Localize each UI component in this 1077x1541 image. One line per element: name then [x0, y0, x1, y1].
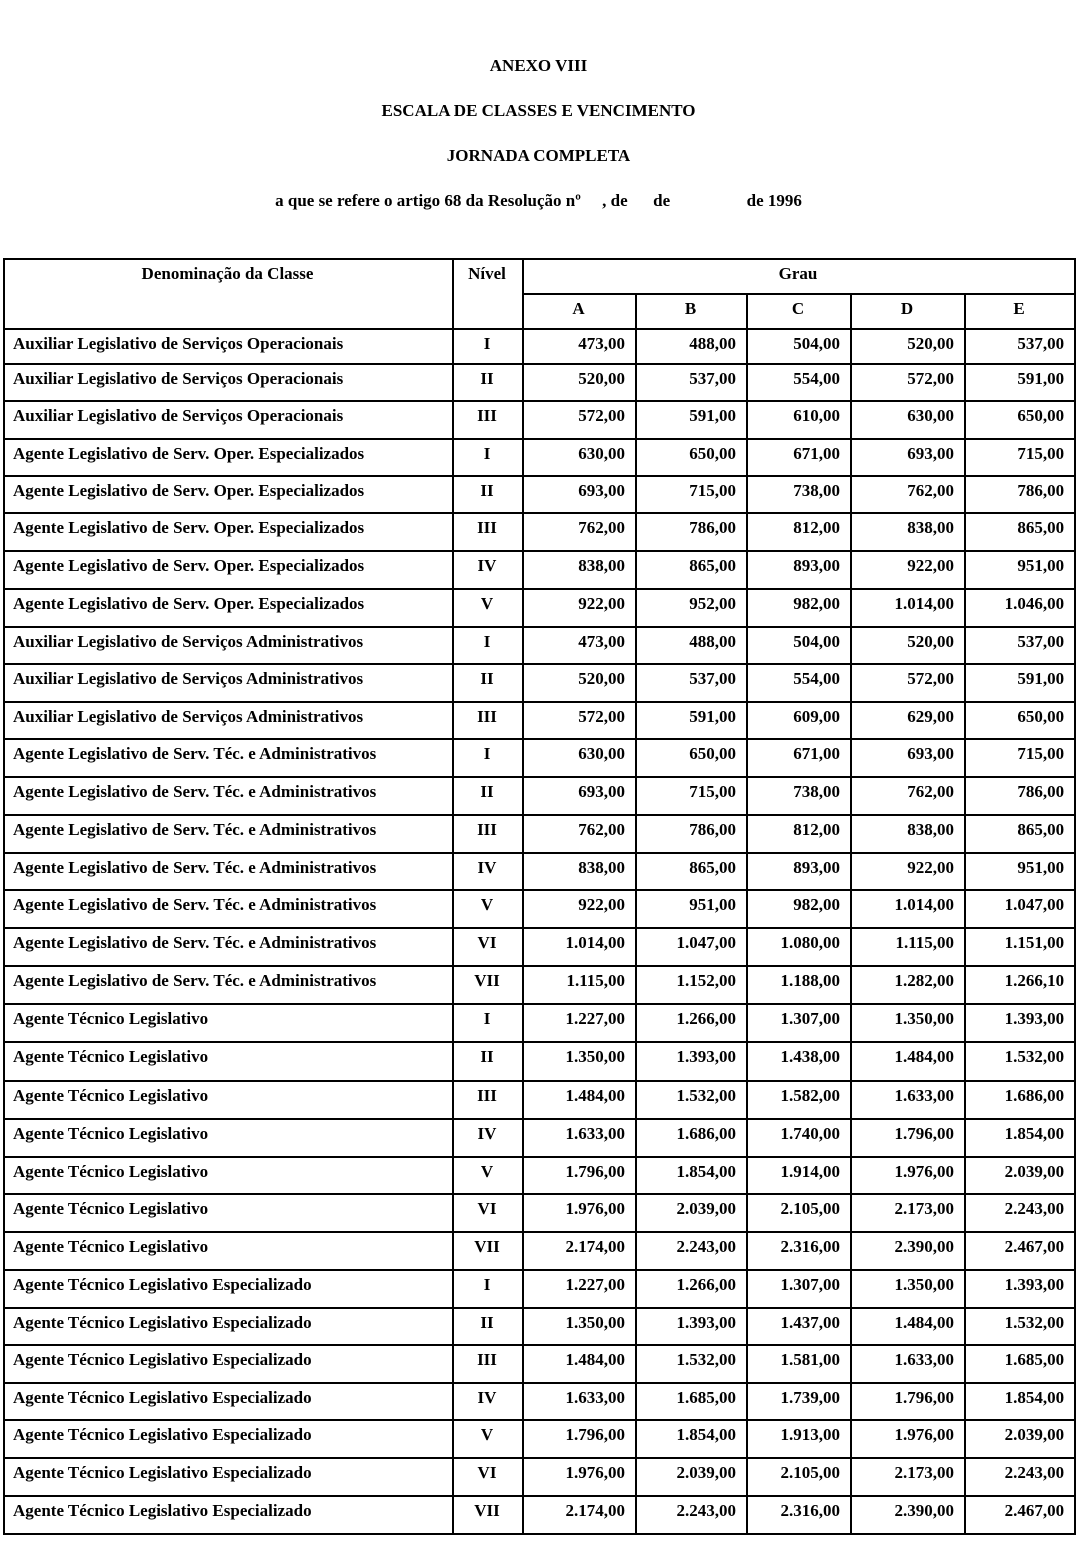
- grade-d-value-cell: 1.282,00: [851, 966, 965, 1004]
- class-name-cell: Agente Legislativo de Serv. Oper. Especializados: [4, 439, 453, 476]
- grade-d-value-cell: 693,00: [851, 739, 965, 777]
- grade-c-value-cell: 1.914,00: [747, 1157, 851, 1194]
- grade-b-value-cell: 1.393,00: [636, 1042, 747, 1081]
- grade-e-value-cell: 786,00: [965, 777, 1075, 815]
- grade-b-value-cell: 2.039,00: [636, 1194, 747, 1232]
- grade-c-value-cell: 504,00: [747, 627, 851, 664]
- grade-a-value-cell: 520,00: [523, 664, 636, 702]
- grade-e-value-cell: 715,00: [965, 739, 1075, 777]
- grade-e-value-cell: 591,00: [965, 664, 1075, 702]
- level-cell: VI: [453, 1458, 523, 1496]
- grade-a-value-cell: 1.633,00: [523, 1119, 636, 1157]
- grade-a-value-cell: 572,00: [523, 702, 636, 739]
- level-cell: II: [453, 1308, 523, 1345]
- resolution-reference: a que se refere o artigo 68 da Resolução nº , de de de 1996: [275, 191, 802, 210]
- class-name-cell: Agente Técnico Legislativo Especializado: [4, 1345, 453, 1383]
- table-row: [4, 664, 1075, 702]
- grade-b-value-cell: 1.532,00: [636, 1345, 747, 1383]
- level-cell: II: [453, 364, 523, 401]
- class-name-cell: Agente Técnico Legislativo: [4, 1194, 453, 1232]
- grade-a-value-cell: 762,00: [523, 513, 636, 551]
- grade-a-value-cell: 630,00: [523, 439, 636, 476]
- grade-d-value-cell: 2.390,00: [851, 1232, 965, 1270]
- level-cell: III: [453, 702, 523, 739]
- grade-a-value-cell: 1.796,00: [523, 1420, 636, 1458]
- level-cell: I: [453, 627, 523, 664]
- table-row: [4, 1345, 1075, 1383]
- grade-a-value-cell: 520,00: [523, 364, 636, 401]
- grade-e-value-cell: 951,00: [965, 853, 1075, 890]
- grade-e-value-cell: 1.854,00: [965, 1119, 1075, 1157]
- level-cell: II: [453, 777, 523, 815]
- grade-d-value-cell: 572,00: [851, 364, 965, 401]
- class-name-cell: Agente Legislativo de Serv. Oper. Especializados: [4, 551, 453, 589]
- grade-e-value-cell: 865,00: [965, 513, 1075, 551]
- level-cell: V: [453, 589, 523, 627]
- class-name-cell: Agente Técnico Legislativo Especializado: [4, 1496, 453, 1534]
- grade-c-value-cell: 2.316,00: [747, 1496, 851, 1534]
- grade-a-value-cell: 922,00: [523, 589, 636, 627]
- grade-e-value-cell: 1.151,00: [965, 928, 1075, 966]
- grade-a-value-cell: 1.350,00: [523, 1042, 636, 1081]
- grade-c-value-cell: 671,00: [747, 739, 851, 777]
- grade-e-value-cell: 1.266,10: [965, 966, 1075, 1004]
- grade-c-value-cell: 1.581,00: [747, 1345, 851, 1383]
- table-row: [4, 1119, 1075, 1157]
- scale-title: ESCALA DE CLASSES E VENCIMENTO: [381, 101, 696, 120]
- level-cell: II: [453, 476, 523, 513]
- grade-a-value-cell: 693,00: [523, 476, 636, 513]
- table-row: [4, 1004, 1075, 1042]
- grade-a-value-cell: 838,00: [523, 551, 636, 589]
- grade-e-value-cell: 2.243,00: [965, 1458, 1075, 1496]
- level-cell: I: [453, 739, 523, 777]
- grade-b-value-cell: 488,00: [636, 329, 747, 364]
- grade-e-value-cell: 715,00: [965, 439, 1075, 476]
- grade-d-value-cell: 762,00: [851, 777, 965, 815]
- table-row: [4, 439, 1075, 476]
- grade-a-value-cell: 1.227,00: [523, 1270, 636, 1308]
- grade-a-value-cell: 1.796,00: [523, 1157, 636, 1194]
- class-name-cell: Agente Legislativo de Serv. Téc. e Administrativos: [4, 928, 453, 966]
- grade-b-value-cell: 952,00: [636, 589, 747, 627]
- grade-a-value-cell: 1.976,00: [523, 1194, 636, 1232]
- grade-c-value-cell: 671,00: [747, 439, 851, 476]
- grade-d-value-cell: 1.633,00: [851, 1345, 965, 1383]
- grade-b-value-cell: 1.685,00: [636, 1383, 747, 1420]
- level-cell: IV: [453, 1119, 523, 1157]
- grade-c-value-cell: 982,00: [747, 890, 851, 928]
- grade-a-value-cell: 1.484,00: [523, 1081, 636, 1119]
- grade-e-value-cell: 1.854,00: [965, 1383, 1075, 1420]
- grade-b-value-cell: 1.152,00: [636, 966, 747, 1004]
- grade-c-value-cell: 1.582,00: [747, 1081, 851, 1119]
- grade-b-value-cell: 537,00: [636, 664, 747, 702]
- grade-c-value-cell: 1.740,00: [747, 1119, 851, 1157]
- grade-a-value-cell: 473,00: [523, 627, 636, 664]
- grade-a-value-cell: 1.227,00: [523, 1004, 636, 1042]
- table-row: [4, 1270, 1075, 1308]
- grade-c-value-cell: 1.307,00: [747, 1270, 851, 1308]
- grade-d-value-cell: 1.796,00: [851, 1119, 965, 1157]
- grade-e-header: E: [965, 294, 1075, 329]
- grade-e-value-cell: 1.532,00: [965, 1042, 1075, 1081]
- class-name-cell: Auxiliar Legislativo de Serviços Operacionais: [4, 329, 453, 364]
- grade-d-value-cell: 838,00: [851, 815, 965, 853]
- table-row: [4, 589, 1075, 627]
- level-cell: VI: [453, 1194, 523, 1232]
- grade-e-value-cell: 650,00: [965, 702, 1075, 739]
- level-cell: I: [453, 439, 523, 476]
- class-name-cell: Agente Técnico Legislativo: [4, 1004, 453, 1042]
- grade-d-value-cell: 2.173,00: [851, 1194, 965, 1232]
- grade-c-value-cell: 1.307,00: [747, 1004, 851, 1042]
- table-row: [4, 1308, 1075, 1345]
- grade-b-value-cell: 865,00: [636, 853, 747, 890]
- grade-d-value-cell: 1.014,00: [851, 589, 965, 627]
- grade-b-value-cell: 1.854,00: [636, 1420, 747, 1458]
- table-row: [4, 890, 1075, 928]
- table-row: [4, 1042, 1075, 1081]
- grade-e-value-cell: 2.039,00: [965, 1420, 1075, 1458]
- grade-c-value-cell: 2.105,00: [747, 1458, 851, 1496]
- grade-e-value-cell: 1.393,00: [965, 1004, 1075, 1042]
- grade-c-value-cell: 893,00: [747, 853, 851, 890]
- workday-title: JORNADA COMPLETA: [446, 146, 631, 165]
- grade-a-value-cell: 473,00: [523, 329, 636, 364]
- level-cell: V: [453, 1157, 523, 1194]
- table-header: [4, 259, 1075, 329]
- grade-e-value-cell: 1.685,00: [965, 1345, 1075, 1383]
- grade-b-value-cell: 1.266,00: [636, 1270, 747, 1308]
- grade-e-value-cell: 537,00: [965, 329, 1075, 364]
- grade-d-value-cell: 1.633,00: [851, 1081, 965, 1119]
- class-name-cell: Agente Técnico Legislativo Especializado: [4, 1458, 453, 1496]
- grade-d-value-cell: 1.350,00: [851, 1004, 965, 1042]
- grade-e-value-cell: 2.039,00: [965, 1157, 1075, 1194]
- grade-d-value-cell: 1.976,00: [851, 1157, 965, 1194]
- table-row: [4, 1157, 1075, 1194]
- class-name-cell: Agente Legislativo de Serv. Téc. e Administrativos: [4, 890, 453, 928]
- class-name-cell: Agente Legislativo de Serv. Oper. Especializados: [4, 476, 453, 513]
- table-row: [4, 853, 1075, 890]
- table-row: [4, 364, 1075, 401]
- class-name-cell: Auxiliar Legislativo de Serviços Operacionais: [4, 401, 453, 439]
- grade-c-value-cell: 554,00: [747, 364, 851, 401]
- grade-e-value-cell: 650,00: [965, 401, 1075, 439]
- grade-d-value-cell: 1.796,00: [851, 1383, 965, 1420]
- level-cell: I: [453, 1270, 523, 1308]
- level-cell: VII: [453, 966, 523, 1004]
- grade-b-value-cell: 2.243,00: [636, 1232, 747, 1270]
- grade-b-value-cell: 488,00: [636, 627, 747, 664]
- grade-d-value-cell: 629,00: [851, 702, 965, 739]
- grade-c-header: C: [747, 294, 851, 329]
- class-name-cell: Agente Técnico Legislativo: [4, 1081, 453, 1119]
- grade-d-value-cell: 1.976,00: [851, 1420, 965, 1458]
- grade-d-value-cell: 520,00: [851, 627, 965, 664]
- table-row: [4, 1081, 1075, 1119]
- class-name-cell: Agente Técnico Legislativo: [4, 1119, 453, 1157]
- table-row: [4, 1420, 1075, 1458]
- table-row: [4, 815, 1075, 853]
- grade-b-value-cell: 591,00: [636, 702, 747, 739]
- grade-a-value-cell: 922,00: [523, 890, 636, 928]
- level-cell: VII: [453, 1232, 523, 1270]
- level-cell: IV: [453, 1383, 523, 1420]
- grade-c-value-cell: 1.188,00: [747, 966, 851, 1004]
- class-name-cell: Agente Legislativo de Serv. Oper. Especializados: [4, 589, 453, 627]
- grade-c-value-cell: 738,00: [747, 476, 851, 513]
- grade-a-value-cell: 1.633,00: [523, 1383, 636, 1420]
- grade-c-value-cell: 982,00: [747, 589, 851, 627]
- grade-d-value-cell: 1.484,00: [851, 1042, 965, 1081]
- class-name-cell: Agente Técnico Legislativo Especializado: [4, 1270, 453, 1308]
- table-row: [4, 476, 1075, 513]
- grade-b-value-cell: 715,00: [636, 476, 747, 513]
- grade-a-value-cell: 1.976,00: [523, 1458, 636, 1496]
- table-row: [4, 329, 1075, 364]
- grade-b-header: B: [636, 294, 747, 329]
- level-cell: V: [453, 1420, 523, 1458]
- grade-e-value-cell: 1.047,00: [965, 890, 1075, 928]
- class-name-cell: Agente Legislativo de Serv. Téc. e Administrativos: [4, 739, 453, 777]
- grade-a-value-cell: 1.014,00: [523, 928, 636, 966]
- grade-b-value-cell: 1.686,00: [636, 1119, 747, 1157]
- grade-d-value-cell: 922,00: [851, 551, 965, 589]
- table-row: [4, 928, 1075, 966]
- level-cell: IV: [453, 551, 523, 589]
- grade-e-value-cell: 786,00: [965, 476, 1075, 513]
- level-cell: IV: [453, 853, 523, 890]
- level-cell: III: [453, 1345, 523, 1383]
- grade-a-value-cell: 2.174,00: [523, 1496, 636, 1534]
- grade-c-value-cell: 609,00: [747, 702, 851, 739]
- grade-b-value-cell: 951,00: [636, 890, 747, 928]
- grade-e-value-cell: 865,00: [965, 815, 1075, 853]
- class-name-cell: Auxiliar Legislativo de Serviços Operacionais: [4, 364, 453, 401]
- level-cell: III: [453, 1081, 523, 1119]
- grade-a-value-cell: 1.115,00: [523, 966, 636, 1004]
- grade-b-value-cell: 537,00: [636, 364, 747, 401]
- class-column-header: Denominação da Classe: [4, 259, 453, 329]
- grade-b-value-cell: 2.039,00: [636, 1458, 747, 1496]
- table-row: [4, 1194, 1075, 1232]
- grade-e-value-cell: 537,00: [965, 627, 1075, 664]
- grade-a-value-cell: 693,00: [523, 777, 636, 815]
- class-name-cell: Agente Legislativo de Serv. Téc. e Administrativos: [4, 966, 453, 1004]
- table-row: [4, 401, 1075, 439]
- grade-c-value-cell: 1.080,00: [747, 928, 851, 966]
- grade-b-value-cell: 865,00: [636, 551, 747, 589]
- grade-d-value-cell: 1.350,00: [851, 1270, 965, 1308]
- grade-b-value-cell: 1.047,00: [636, 928, 747, 966]
- grade-b-value-cell: 650,00: [636, 439, 747, 476]
- grade-b-value-cell: 786,00: [636, 815, 747, 853]
- grade-e-value-cell: 951,00: [965, 551, 1075, 589]
- class-name-cell: Agente Legislativo de Serv. Téc. e Administrativos: [4, 777, 453, 815]
- grade-e-value-cell: 1.532,00: [965, 1308, 1075, 1345]
- grade-d-value-cell: 922,00: [851, 853, 965, 890]
- grade-a-value-cell: 2.174,00: [523, 1232, 636, 1270]
- grade-b-value-cell: 1.854,00: [636, 1157, 747, 1194]
- class-name-cell: Agente Técnico Legislativo: [4, 1232, 453, 1270]
- table-row: [4, 702, 1075, 739]
- grade-d-value-cell: 838,00: [851, 513, 965, 551]
- grade-c-value-cell: 1.739,00: [747, 1383, 851, 1420]
- grade-e-value-cell: 1.046,00: [965, 589, 1075, 627]
- level-cell: I: [453, 329, 523, 364]
- class-name-cell: Auxiliar Legislativo de Serviços Administrativos: [4, 627, 453, 664]
- grade-d-value-cell: 572,00: [851, 664, 965, 702]
- grade-a-value-cell: 762,00: [523, 815, 636, 853]
- grade-c-value-cell: 2.105,00: [747, 1194, 851, 1232]
- grade-a-value-cell: 630,00: [523, 739, 636, 777]
- grade-e-value-cell: 2.467,00: [965, 1496, 1075, 1534]
- salary-table: [3, 258, 1076, 1535]
- grade-c-value-cell: 1.438,00: [747, 1042, 851, 1081]
- grade-a-value-cell: 572,00: [523, 401, 636, 439]
- grade-b-value-cell: 591,00: [636, 401, 747, 439]
- level-cell: III: [453, 513, 523, 551]
- grade-e-value-cell: 1.393,00: [965, 1270, 1075, 1308]
- grade-c-value-cell: 504,00: [747, 329, 851, 364]
- grade-c-value-cell: 738,00: [747, 777, 851, 815]
- grade-d-header: D: [851, 294, 965, 329]
- grade-d-value-cell: 762,00: [851, 476, 965, 513]
- grade-b-value-cell: 2.243,00: [636, 1496, 747, 1534]
- class-name-cell: Agente Legislativo de Serv. Téc. e Administrativos: [4, 853, 453, 890]
- level-cell: VI: [453, 928, 523, 966]
- level-cell: III: [453, 815, 523, 853]
- grade-c-value-cell: 1.437,00: [747, 1308, 851, 1345]
- grade-c-value-cell: 554,00: [747, 664, 851, 702]
- grade-b-value-cell: 1.393,00: [636, 1308, 747, 1345]
- level-cell: VII: [453, 1496, 523, 1534]
- table-row: [4, 1496, 1075, 1534]
- grade-d-value-cell: 693,00: [851, 439, 965, 476]
- grade-e-value-cell: 2.467,00: [965, 1232, 1075, 1270]
- grade-column-header: Grau: [523, 259, 1075, 294]
- class-name-cell: Agente Técnico Legislativo: [4, 1157, 453, 1194]
- grade-d-value-cell: 2.173,00: [851, 1458, 965, 1496]
- table-row: [4, 627, 1075, 664]
- grade-c-value-cell: 893,00: [747, 551, 851, 589]
- table-row: [4, 1458, 1075, 1496]
- class-name-cell: Agente Legislativo de Serv. Téc. e Administrativos: [4, 815, 453, 853]
- class-name-cell: Agente Técnico Legislativo Especializado: [4, 1308, 453, 1345]
- class-name-cell: Agente Legislativo de Serv. Oper. Especializados: [4, 513, 453, 551]
- grade-e-value-cell: 591,00: [965, 364, 1075, 401]
- grade-d-value-cell: 2.390,00: [851, 1496, 965, 1534]
- table-row: [4, 513, 1075, 551]
- grade-d-value-cell: 1.014,00: [851, 890, 965, 928]
- grade-d-value-cell: 630,00: [851, 401, 965, 439]
- grade-c-value-cell: 610,00: [747, 401, 851, 439]
- table-row: [4, 739, 1075, 777]
- annex-title: ANEXO VIII: [489, 56, 588, 75]
- table-row: [4, 1383, 1075, 1420]
- grade-a-header: A: [523, 294, 636, 329]
- table-row: [4, 1232, 1075, 1270]
- level-cell: III: [453, 401, 523, 439]
- grade-e-value-cell: 2.243,00: [965, 1194, 1075, 1232]
- grade-a-value-cell: 1.350,00: [523, 1308, 636, 1345]
- grade-b-value-cell: 650,00: [636, 739, 747, 777]
- class-name-cell: Agente Técnico Legislativo Especializado: [4, 1420, 453, 1458]
- level-column-header: Nível: [453, 259, 523, 329]
- table-row: [4, 551, 1075, 589]
- class-name-cell: Agente Técnico Legislativo Especializado: [4, 1383, 453, 1420]
- grade-c-value-cell: 812,00: [747, 815, 851, 853]
- grade-c-value-cell: 2.316,00: [747, 1232, 851, 1270]
- grade-b-value-cell: 1.266,00: [636, 1004, 747, 1042]
- grade-e-value-cell: 1.686,00: [965, 1081, 1075, 1119]
- level-cell: II: [453, 664, 523, 702]
- grade-b-value-cell: 1.532,00: [636, 1081, 747, 1119]
- table-row: [4, 966, 1075, 1004]
- level-cell: V: [453, 890, 523, 928]
- class-name-cell: Auxiliar Legislativo de Serviços Administrativos: [4, 702, 453, 739]
- grade-b-value-cell: 786,00: [636, 513, 747, 551]
- class-name-cell: Auxiliar Legislativo de Serviços Administrativos: [4, 664, 453, 702]
- table-body: [4, 329, 1075, 1534]
- grade-c-value-cell: 1.913,00: [747, 1420, 851, 1458]
- level-cell: I: [453, 1004, 523, 1042]
- grade-c-value-cell: 812,00: [747, 513, 851, 551]
- grade-d-value-cell: 1.115,00: [851, 928, 965, 966]
- class-name-cell: Agente Técnico Legislativo: [4, 1042, 453, 1081]
- grade-d-value-cell: 520,00: [851, 329, 965, 364]
- level-cell: II: [453, 1042, 523, 1081]
- grade-d-value-cell: 1.484,00: [851, 1308, 965, 1345]
- table-row: [4, 777, 1075, 815]
- grade-a-value-cell: 1.484,00: [523, 1345, 636, 1383]
- grade-b-value-cell: 715,00: [636, 777, 747, 815]
- grade-a-value-cell: 838,00: [523, 853, 636, 890]
